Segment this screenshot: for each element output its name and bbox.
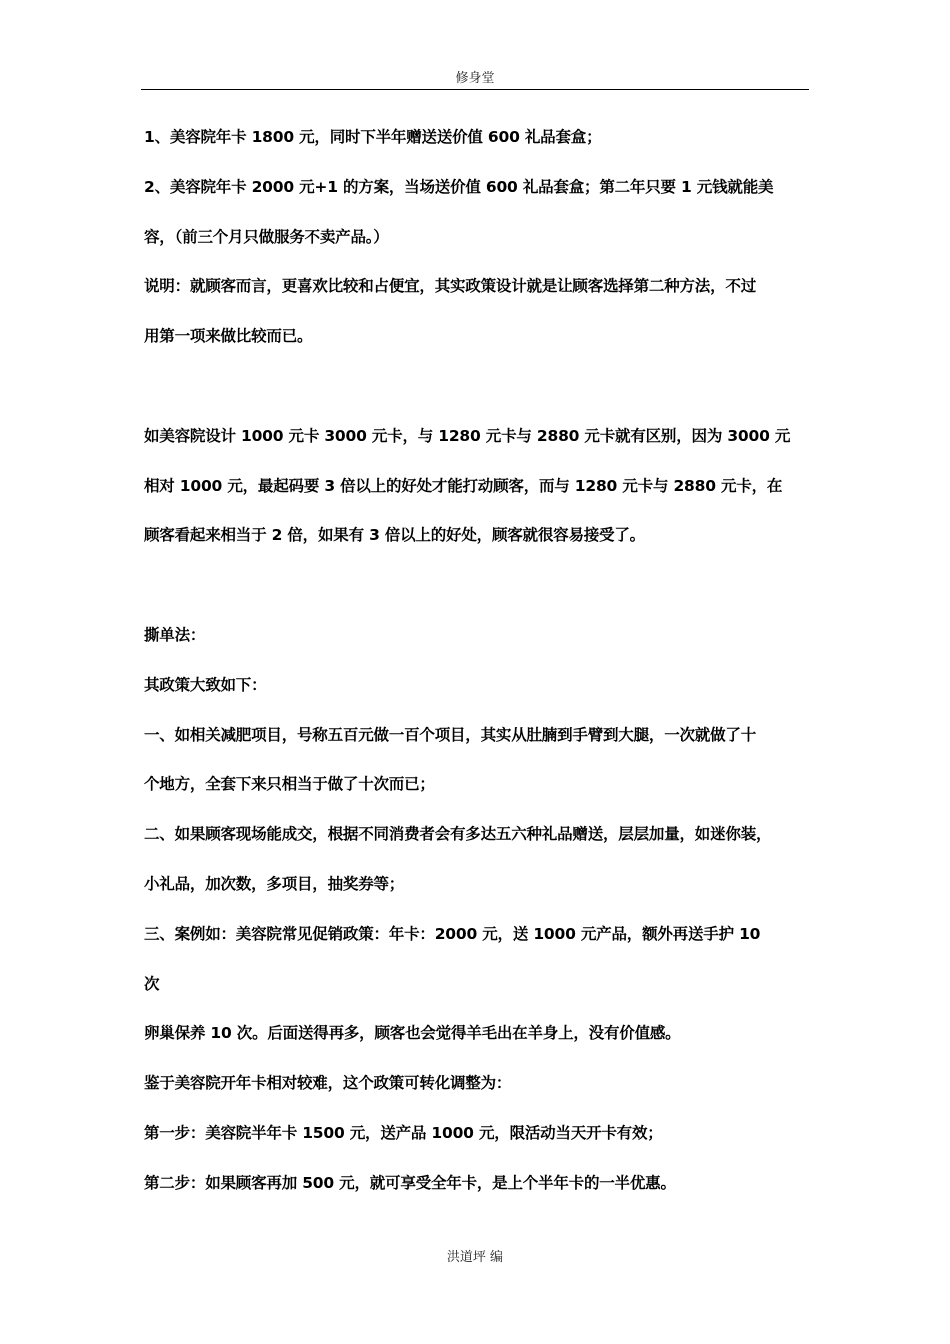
body-line: 2、美容院年卡 2000 元+1 的方案，当场送价值 600 礼品套盒；第二年只要 1 元钱就能美 xyxy=(144,177,774,196)
body-line: 第一步：美容院半年卡 1500 元，送产品 1000 元，限活动当天开卡有效； xyxy=(144,1123,663,1142)
body-line: 二、如果顾客现场能成交，根据不同消费者会有多达五六种礼品赠送，层层加量，如迷你装， xyxy=(144,825,772,844)
body-line: 三、案例如：美容院常见促销政策：年卡：2000 元，送 1000 元产品，额外再送手护 10 xyxy=(144,924,761,943)
body-line: 说明：就顾客而言，更喜欢比较和占便宜，其实政策设计就是让顾客选择第二种方法，不过 xyxy=(144,277,757,296)
page-footer: 洪道坪 编 xyxy=(446,1250,504,1265)
body-line: 容，（前三个月只做服务不卖产品。） xyxy=(144,227,389,246)
body-line: 小礼品，加次数，多项目，抽奖券等； xyxy=(144,874,405,893)
body-line: 相对 1000 元，最起码要 3 倍以上的好处才能打动顾客，而与 1280 元卡与 2880 元卡，在 xyxy=(144,476,783,495)
blank-line xyxy=(144,561,814,611)
body-line: 个地方，全套下来只相当于做了十次而已； xyxy=(144,775,435,794)
body-line: 用第一项来做比较而已。 xyxy=(144,327,313,346)
body-line: 其政策大致如下： xyxy=(144,675,267,694)
body-line: 鉴于美容院开年卡相对较难，这个政策可转化调整为： xyxy=(144,1074,512,1093)
body-line: 次 xyxy=(144,974,160,993)
body-line: 1、美容院年卡 1800 元，同时下半年赠送送价值 600 礼品套盒； xyxy=(144,128,602,146)
header-title: 修身堂 xyxy=(455,71,495,86)
section-heading: 撕单法： xyxy=(144,625,206,644)
body-line: 顾客看起来相当于 2 倍，如果有 3 倍以上的好处，顾客就很容易接受了。 xyxy=(144,526,645,545)
blank-line xyxy=(144,362,814,412)
page-header xyxy=(141,70,809,90)
body-line: 一、如相关减肥项目，号称五百元做一百个项目，其实从肚腩到手臂到大腿，一次就做了十 xyxy=(144,725,757,744)
document-body xyxy=(144,113,814,1209)
body-line: 第二步：如果顾客再加 500 元，就可享受全年卡，是上个半年卡的一半优惠。 xyxy=(144,1173,676,1192)
body-line: 如美容院设计 1000 元卡 3000 元卡，与 1280 元卡与 2880 元卡就有区别，因为 3000 元 xyxy=(144,426,791,445)
body-line: 卵巢保养 10 次。后面送得再多，顾客也会觉得羊毛出在羊身上，没有价值感。 xyxy=(144,1024,681,1043)
